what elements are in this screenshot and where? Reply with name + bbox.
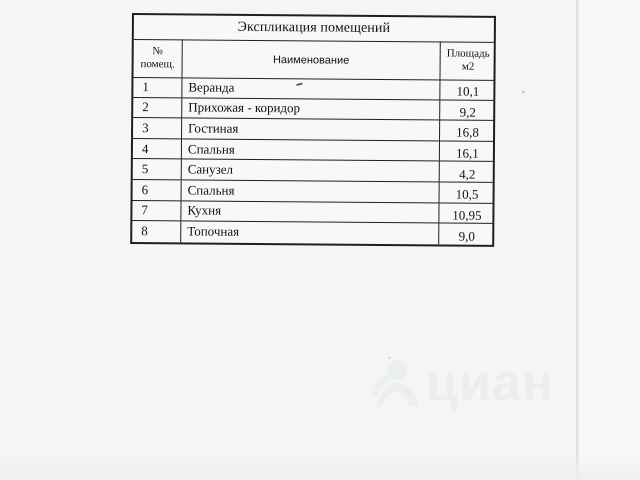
scan-bottom-fade bbox=[0, 450, 640, 480]
table-row bbox=[133, 139, 493, 162]
scan-background-strip bbox=[579, 0, 640, 480]
room-area: 10,95 bbox=[452, 207, 482, 223]
table-row bbox=[132, 201, 492, 224]
room-area: 9,0 bbox=[458, 228, 475, 244]
header-area-label: Площадь bbox=[446, 47, 490, 60]
room-area: 10,1 bbox=[456, 83, 480, 100]
room-number: 6 bbox=[133, 180, 182, 200]
room-name: Спальня bbox=[182, 180, 440, 202]
room-number: 7 bbox=[132, 201, 181, 221]
room-number: 1 bbox=[133, 77, 182, 97]
header-name-cell: Наименование bbox=[182, 39, 440, 79]
header-number-symbol: № bbox=[152, 45, 163, 58]
room-name: Спальня bbox=[182, 139, 440, 161]
table-body bbox=[132, 77, 493, 245]
room-number: 4 bbox=[133, 139, 182, 159]
room-name: Гостиная bbox=[182, 119, 440, 141]
room-area: 4,2 bbox=[459, 166, 476, 182]
header-number-label: помещ. bbox=[140, 58, 175, 71]
room-number: 5 bbox=[133, 159, 182, 179]
room-area: 9,2 bbox=[459, 104, 476, 120]
table-row bbox=[133, 180, 493, 203]
table-row bbox=[133, 118, 493, 141]
table-row bbox=[132, 221, 492, 244]
room-area: 16,1 bbox=[455, 145, 479, 161]
scan-speck bbox=[522, 91, 525, 93]
room-name: Веранда bbox=[182, 77, 440, 99]
watermark-text: циан bbox=[426, 354, 555, 412]
room-area: 10,5 bbox=[455, 186, 479, 202]
table-row bbox=[133, 159, 493, 182]
header-area-unit: м2 bbox=[461, 60, 475, 73]
scan-speck bbox=[388, 357, 391, 359]
room-name: Топочная bbox=[181, 222, 439, 245]
rooms-explication-table bbox=[130, 13, 496, 247]
room-area: 16,8 bbox=[456, 125, 480, 141]
room-number: 3 bbox=[133, 118, 182, 138]
cian-watermark bbox=[363, 341, 583, 421]
header-area-cell bbox=[440, 41, 495, 79]
table-row bbox=[133, 77, 493, 100]
watermark-logo-icon bbox=[363, 341, 433, 421]
header-number-cell bbox=[133, 39, 182, 77]
table-header-row bbox=[133, 39, 493, 81]
room-name: Прихожая - коридор bbox=[182, 98, 440, 120]
table-title: Экспликация помещений bbox=[134, 15, 494, 43]
room-number: 8 bbox=[132, 221, 181, 242]
room-name: Санузел bbox=[182, 160, 440, 182]
table-row bbox=[133, 98, 493, 121]
room-number: 2 bbox=[133, 98, 182, 118]
room-name: Кухня bbox=[181, 201, 439, 223]
paper-edge-line bbox=[576, 0, 579, 480]
